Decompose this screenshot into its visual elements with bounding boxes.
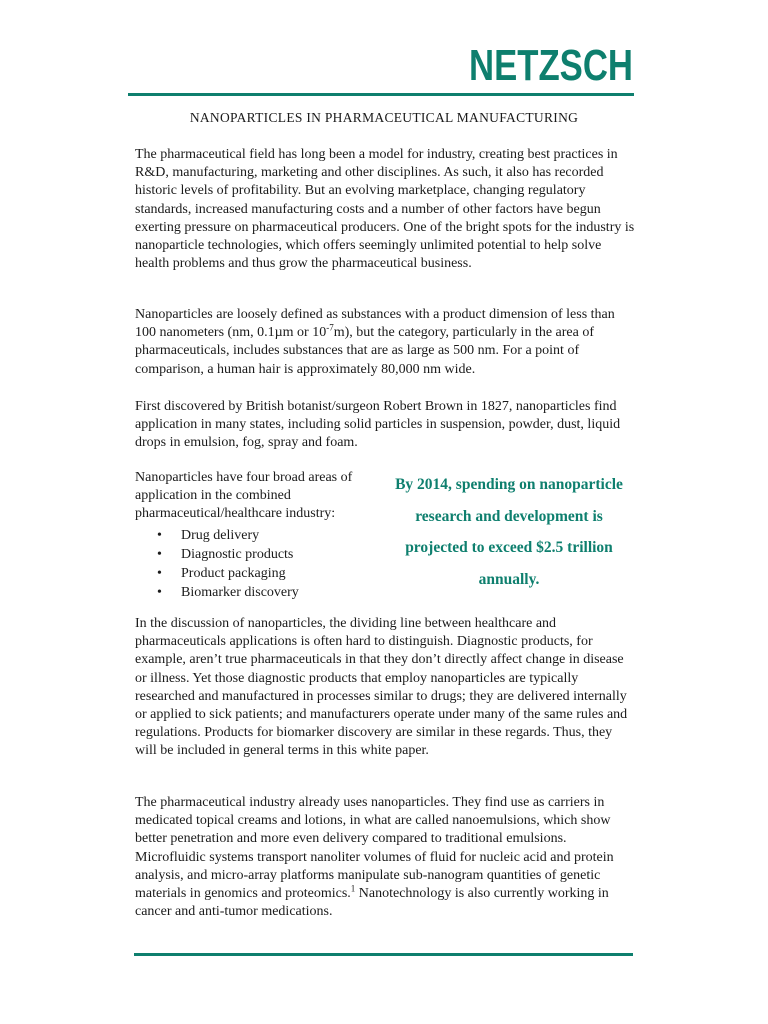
paragraph-history: First discovered by British botanist/surgeon Robert Brown in 1827, nanoparticles find application in many states, including solid particles in suspension, powder, dust, liquid drops in emulsion, fog, spray and foam. [135,399,621,451]
list-item: • Biomarker discovery [181,583,390,602]
netzsch-logo [468,40,634,90]
paragraph-healthcare-vs-pharma: In the discussion of nanoparticles, the dividing line between healthcare and pharmaceuticals applications is often hard to distinguish. Diagnostic products, for example, aren’t true pharmaceuticals in that they don’t directly affect change in disease or illness. Yet those diagnostic products that employ nanoparticles are typically researched and manufactured in processes similar to drugs; they are delivered internally or applied to sick patients; and manufacturers operate under many of the same rules and regulations. Products for biomarker discovery are similar in these regards. Thus, they will be included in general terms in this white paper. [135,616,628,759]
footnote-ref: 1 [350,883,356,894]
paragraph-definition [135,306,635,379]
header-rule [128,93,634,96]
applications-list [135,526,390,602]
applications-intro: Nanoparticles have four broad areas of application in the combined pharmaceutical/healthcare industry: [135,470,353,522]
paragraph-current-uses-part-1: The pharmaceutical industry already uses nanoparticles. They find use as carriers in medicated topical creams and lotions, in what are called nanoemulsions, which show better penetration and more even delivery compared to traditional emulsions. Microfluidic systems transport nanoliter volumes of fluid for nucleic acid and protein analysis, and micro-array platforms manipulate sub-nanogram quantities of genetic materials in genomics and proteomics. [135,795,614,902]
logo-text: NETZSCH [469,41,633,90]
list-item: • Drug delivery [181,526,390,545]
paragraph-current-uses-part-2: Nanotechnology is also currently working in cancer and anti-tumor medications. [135,886,609,920]
paragraph-definition-part-1: Nanoparticles are loosely defined as substances with a product dimension of less than 100 nanometers (nm, 0.1µm or 10 [135,307,615,341]
list-item: • Product packaging [181,564,390,583]
paragraph-definition-part-2: m), but the category, particularly in the area of pharmaceuticals, includes substances that are as large as 500 nm. For a point of comparison, a human hair is approximately 80,000 nm wide. [135,325,595,377]
footer-rule [134,953,633,956]
document-title: NANOPARTICLES IN PHARMACEUTICAL MANUFACTURING [189,110,579,125]
paragraph-intro: The pharmaceutical field has long been a model for industry, creating best practices in R&D, manufacturing, marketing and other disciplines. As such, it also has recorded historic levels of profitability. But an evolving marketplace, changing regulatory standards, increased manufacturing costs and a number of other factors have begun exerting pressure on pharmaceutical producers. One of the bright spots for the industry is nanoparticle technologies, which offers seemingly unlimited potential to help solve health problems and thus grow the pharmaceutical business. [135,147,635,272]
paragraph-current-uses [135,794,635,921]
applications-section [135,469,635,599]
list-item: • Diagnostic products [181,545,390,564]
exponent: -7 [326,322,334,333]
applications-column [135,469,390,602]
pull-quote: By 2014, spending on nanoparticle research and development is projected to exceed $2.5 trillion annually. [395,476,623,588]
